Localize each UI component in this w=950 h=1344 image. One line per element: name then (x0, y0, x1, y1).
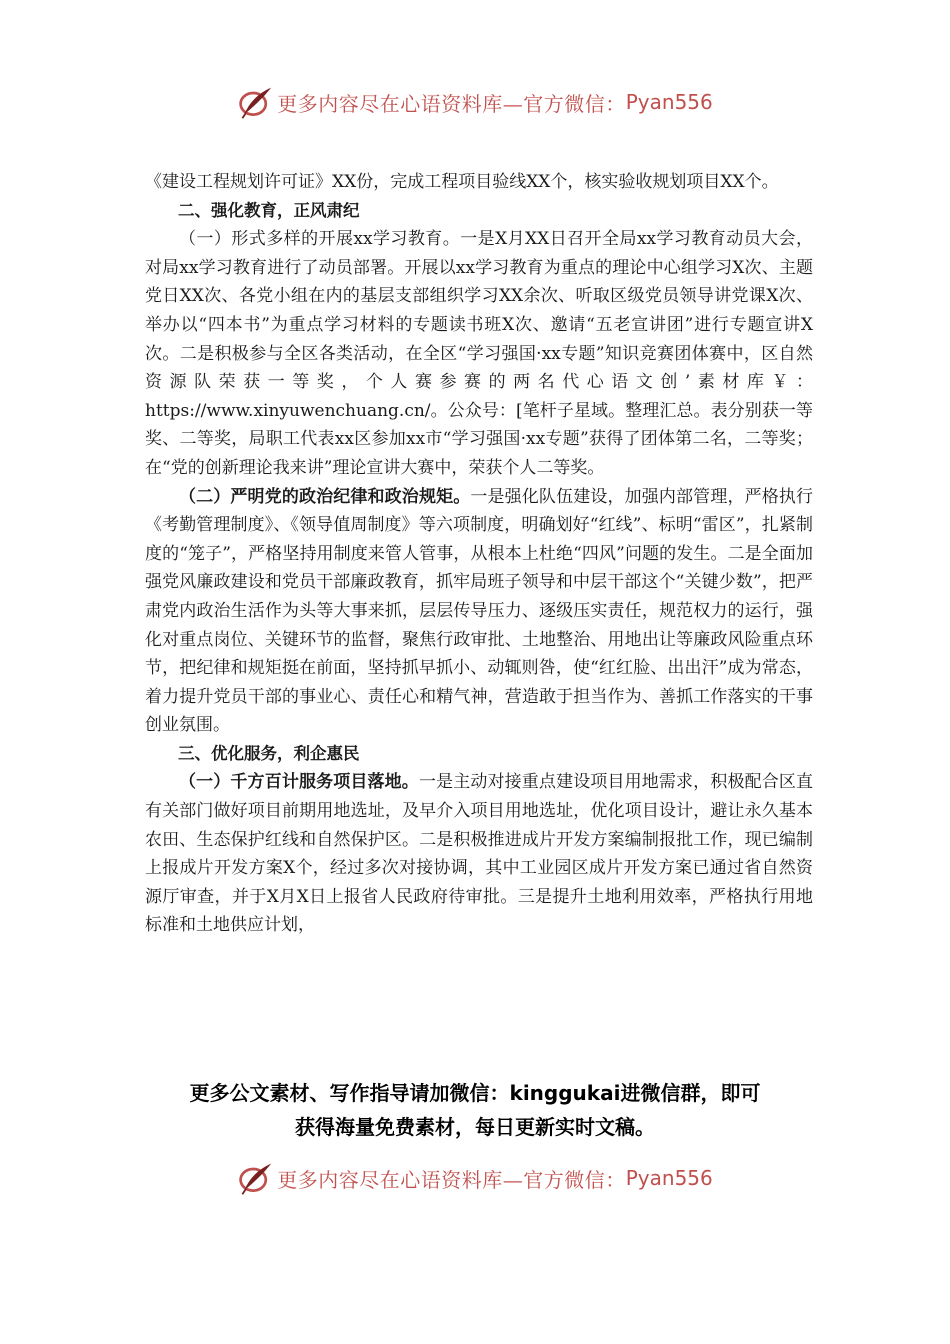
paragraph-6 (145, 768, 813, 940)
footer-banner (0, 1158, 950, 1198)
document-body (145, 168, 813, 940)
footer-note-line-1: 更多公文素材、写作指导请加微信：kinggukai进微信群，即可 (189, 1081, 761, 1105)
section-heading-2: 二、强化教育，正风肃纪 (178, 200, 360, 220)
banner-text: 更多内容尽在心语资料库—官方微信： (277, 91, 626, 116)
paragraph-1: 《建设工程规划许可证》XX份，完成工程项目验线XX个，核实验收规划项目XX个。 (145, 172, 779, 192)
paragraph-4-lead: （二）严明党的政治纪律和政治规矩。 (179, 486, 471, 507)
feather-quill-icon (237, 84, 273, 120)
feather-quill-icon (237, 1160, 273, 1196)
paragraph-3: （一）形式多样的开展xx学习教育。一是X月XX日召开全局xx学习教育动员大会，对局xx学习教育进行了动员部署。开展以xx学习教育为重点的理论中心组学习X次、主题党日XX次、各党小组在内的基层支部组织学习XX余次、听取区级党员领导讲党课X次、举办以“四本书”为重点学习材料的专题读书班X次、邀请“五老宣讲团”进行专题宣讲X次。二是积极参与全区各类活动，在全区“学习强国·xx专题”知识竞赛团体赛中，区自然资源队荣获一等奖，个人赛参赛的两名代心语文创’素材库￥：https://www.xinyuwenchuang.cn/。公众号：[笔杆子星域。整理汇总。表分别获一等奖、二等奖，局职工代表xx区参加xx市“学习强国·xx专题”获得了团体第二名，二等奖；在“党的创新理论我来讲”理论宣讲大赛中，荣获个人二等奖。 (145, 229, 813, 478)
footer-note (110, 1076, 840, 1144)
footer-wechat-id: Pyan556 (625, 1166, 713, 1190)
paragraph-6-lead: （一）千方百计服务项目落地。 (179, 772, 419, 793)
section-heading-3: 三、优化服务，利企惠民 (178, 743, 360, 763)
paragraph-6-text: 一是主动对接重点建设项目用地需求，积极配合区直有关部门做好项目前期用地选址，及早介入项目用地选址，优化项目设计，避让永久基本农田、生态保护红线和自然保护区。二是积极推进成片开发方案编制报批工作，现已编制上报成片开发方案X个，经过多次对接协调，其中工业园区成片开发方案已通过省自然资源厅审查，并于X月X日上报省人民政府待审批。三是提升土地利用效率，严格执行用地标准和土地供应计划， (145, 772, 814, 936)
footer-note-line-2: 获得海量免费素材，每日更新实时文稿。 (295, 1115, 655, 1139)
wechat-id: Pyan556 (625, 90, 713, 114)
paragraph-4-text: 一是强化队伍建设，加强内部管理，严格执行《考勤管理制度》、《领导值周制度》等六项制度，明确划好“红线”、标明“雷区”，扎紧制度的“笼子”，严格坚持用制度来管人管事，从根本上杜绝“四风”问题的发生。二是全面加强党风廉政建设和党员干部廉政教育，抓牢局班子领导和中层干部这个“关键少数”，把严肃党内政治生活作为头等大事来抓，层层传导压力、逐级压实责任，规范权力的运行，强化对重点岗位、关键环节的监督，聚焦行政审批、土地整治、用地出让等廉政风险重点环节，把纪律和规矩挺在前面，坚持抓早抓小、动辄则咎，使“红红脸、出出汗”成为常态，着力提升党员干部的事业心、责任心和精气神，营造敢于担当作为、善抓工作落实的干事创业氛围。 (145, 486, 814, 736)
header-banner (0, 82, 950, 122)
footer-banner-text: 更多内容尽在心语资料库—官方微信： (277, 1167, 626, 1192)
paragraph-4 (145, 483, 813, 740)
